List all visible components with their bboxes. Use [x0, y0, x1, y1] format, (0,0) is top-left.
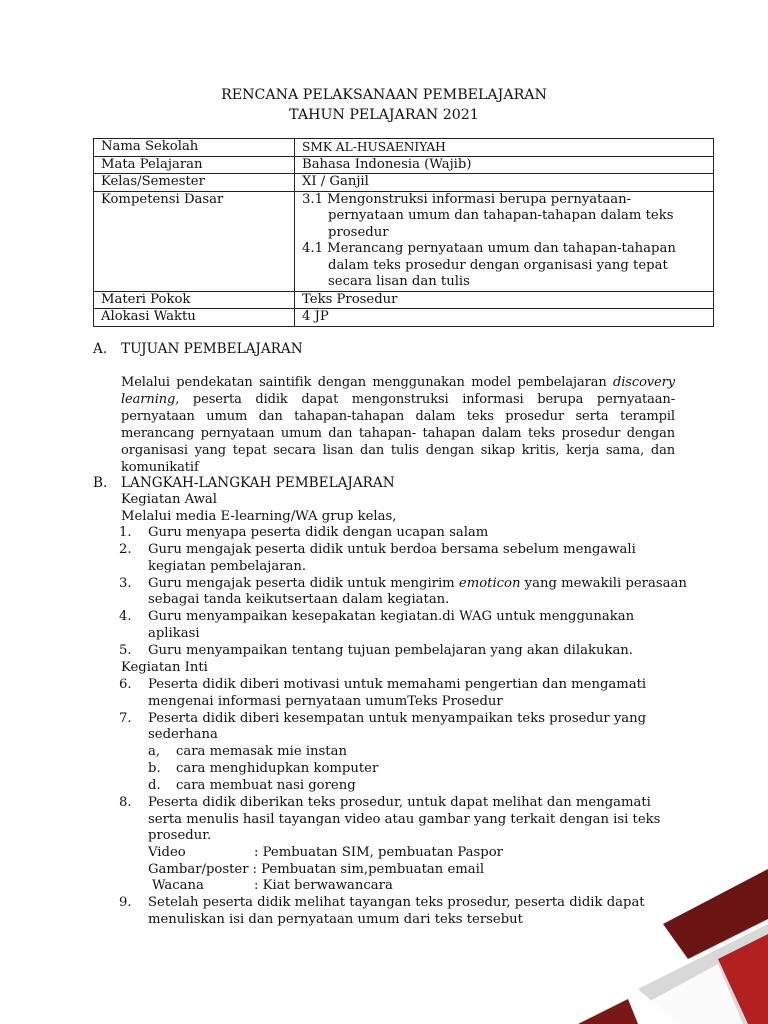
sub-list-item: [148, 761, 689, 778]
media-key: Video: [148, 844, 186, 860]
table-row: [94, 139, 714, 157]
deco-dark-shape-2: [578, 999, 638, 1024]
list-number: 6.: [119, 677, 132, 692]
table-row: [94, 291, 714, 309]
section-label: A.: [93, 341, 108, 357]
list-number: 9.: [119, 895, 132, 911]
list-number: 7.: [119, 710, 132, 726]
list-item: [119, 643, 689, 660]
table-value: Bahasa Indonesia (Wajib): [295, 156, 714, 174]
paragraph-text: Melalui pendekatan saintifik dengan menggunakan model pembelajaran: [121, 375, 614, 390]
sub-list: [148, 744, 689, 795]
table-value: Teks Prosedur: [295, 291, 714, 309]
list-number: 2.: [119, 542, 132, 558]
table-row: [94, 156, 714, 174]
table-value: XI / Ganjil: [295, 174, 714, 192]
media-row: [148, 845, 689, 862]
table-key: Mata Pelajaran: [94, 156, 295, 174]
section-label: B.: [93, 475, 108, 491]
list-item: [119, 609, 689, 642]
kegiatan-inti-label: Kegiatan Inti: [121, 660, 208, 675]
media-value: : Pembuatan SIM, pembuatan Paspor: [254, 844, 503, 860]
table-value: 4 JP: [295, 309, 714, 327]
list-emphasis: emoticon: [458, 575, 521, 591]
document-title: RENCANA PELAKSANAAN PEMBELAJARAN: [221, 87, 547, 103]
kd-item: 4.1 Merancang pernyataan umum dan tahapan-tahapan dalam teks prosedur dengan organisasi yang tepat secara lisan dan tulis: [302, 241, 676, 289]
list-item: [119, 711, 689, 795]
list-number: 5.: [119, 643, 132, 659]
list-text: Peserta didik diberi motivasi untuk memahami pengertian dan mengamati mengenai informasi pernyataan umumTeks Prosedur: [148, 677, 647, 709]
table-key: Materi Pokok: [94, 291, 295, 309]
list-text: Guru menyapa peserta didik dengan ucapan salam: [148, 525, 489, 540]
list-text: Guru mengajak peserta didik untuk mengirim: [148, 575, 459, 591]
list-number: 4.: [119, 609, 132, 625]
list-number: 8.: [119, 795, 132, 811]
list-text: Guru mengajak peserta didik untuk berdoa bersama sebelum mengawali kegiatan pembelajaran.: [148, 542, 636, 574]
media-value: : Pembuatan sim,pembuatan email: [252, 861, 485, 877]
table-value: [295, 191, 714, 291]
table-row: [94, 309, 714, 327]
media-key: Gambar/poster: [148, 861, 249, 877]
list-text: Peserta didik diberi kesempatan untuk menyampaikan teks prosedur yang sederhana: [148, 710, 647, 743]
kegiatan-awal-intro: Melalui media E-learning/WA grup kelas,: [121, 509, 397, 524]
section-heading-tujuan: [93, 341, 303, 357]
corner-decoration: [568, 864, 768, 1024]
sub-list-marker: a,: [148, 743, 161, 759]
paragraph-emphasis: discovery learning,: [121, 375, 675, 407]
sub-list-text: cara membuat nasi goreng: [176, 778, 356, 794]
table-value: SMK AL-HUSAENIYAH: [295, 139, 714, 157]
media-value: : Kiat berwawancara: [254, 878, 393, 894]
section-title: TUJUAN PEMBELAJARAN: [121, 341, 303, 357]
table-key: Alokasi Waktu: [94, 309, 295, 327]
media-key: Wacana: [152, 878, 204, 894]
sub-list-text: cara memasak mie instan: [176, 743, 347, 759]
list-number: 3.: [119, 575, 132, 591]
table-row: [94, 191, 714, 291]
kd-item: 3.1 Mengonstruksi informasi berupa pernyataan-pernyataan umum dan tahapan-tahapan dalam teks prosedur: [302, 191, 674, 240]
table-key: Nama Sekolah: [94, 139, 295, 157]
sub-list-marker: d.: [148, 778, 161, 794]
info-table: [93, 138, 714, 327]
paragraph-text: peserta didik dapat mengonstruksi informasi berupa pernyataan-pernyataan umum dan tahapan-tahapan dalam teks prosedur serta terampil merancang pernyataan umum dan tahapan- tahapan dalam teks prosedur dengan organisasi yang tepat secara lisan dan tulis dengan sikap kritis, kerja sama, dan komunikatif: [121, 392, 675, 475]
sub-list-marker: b.: [148, 760, 161, 776]
table-key: Kelas/Semester: [94, 174, 295, 192]
kegiatan-awal-list: [119, 525, 689, 660]
list-item: [119, 542, 689, 575]
list-text: Peserta didik diberikan teks prosedur, untuk dapat melihat dan mengamati serta menulis hasil tayangan video atau gambar yang terkait dengan isi teks prosedur.: [148, 795, 661, 844]
table-key: Kompetensi Dasar: [94, 191, 295, 291]
list-text: Setelah peserta didik melihat tayangan teks prosedur, peserta didik dapat menuliskan isi dan pernyataan umum dari teks tersebut: [148, 895, 645, 927]
sub-list-text: cara menghidupkan komputer: [176, 760, 379, 776]
list-number: 1.: [119, 525, 132, 540]
section-heading-langkah: [93, 475, 395, 491]
kegiatan-awal-label: Kegiatan Awal: [121, 492, 217, 507]
list-item: [119, 677, 689, 710]
sub-list-item: [148, 744, 689, 761]
table-row: [94, 174, 714, 192]
sub-list-item: [148, 778, 689, 795]
list-text: yang mewakili perasaan sebagai tanda keikutsertaan dalam kegiatan.: [148, 575, 687, 608]
list-text: Guru menyampaikan kesepakatan kegiatan.di WAG untuk menggunakan aplikasi: [148, 609, 635, 642]
document-subtitle: TAHUN PELAJARAN 2021: [289, 107, 479, 123]
objective-paragraph: [121, 374, 675, 476]
list-text: Guru menyampaikan tentang tujuan pembelajaran yang akan dilakukan.: [148, 643, 633, 659]
section-title: LANGKAH-LANGKAH PEMBELAJARAN: [121, 475, 395, 491]
list-item: [119, 576, 689, 609]
list-item: [119, 525, 689, 542]
